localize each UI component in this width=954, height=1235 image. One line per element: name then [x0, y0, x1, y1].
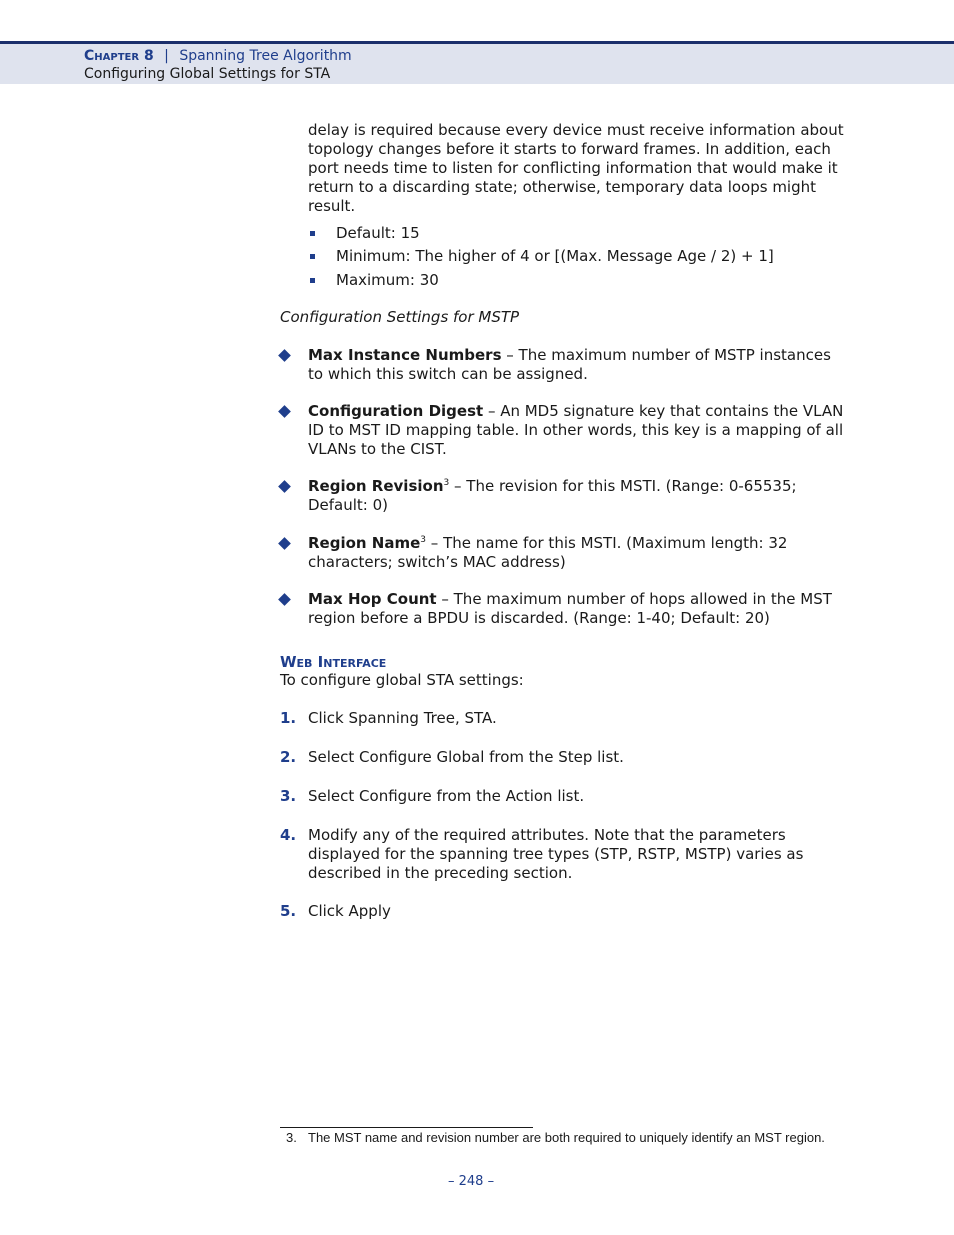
chapter-label: Chapter 8: [84, 48, 154, 64]
step-number: 2.: [280, 748, 297, 766]
step-text: displayed for the spanning tree types (STP, RSTP, MSTP) varies as: [308, 845, 804, 863]
web-interface-heading: Web Interface: [280, 653, 387, 671]
footnote-ref: 3: [443, 478, 450, 488]
text-line: region before a BPDU is discarded. (Range: 1-40; Default: 20): [308, 609, 770, 627]
text-line: ID to MST ID mapping table. In other words, this key is a mapping of all: [308, 421, 844, 439]
mstp-subheading: Configuration Settings for MSTP: [280, 308, 520, 326]
list-item: [308, 590, 832, 609]
diamond-bullet-icon: [278, 537, 291, 550]
square-bullet-icon: [310, 254, 315, 259]
footnote-number: 3.: [286, 1130, 297, 1145]
page-number: – 248 –: [448, 1174, 495, 1189]
diamond-bullet-icon: [278, 593, 291, 606]
step-text: Modify any of the required attributes. Note that the parameters: [308, 826, 786, 844]
chapter-title: Spanning Tree Algorithm: [179, 48, 352, 64]
step-text: Select Configure from the Action list.: [308, 787, 585, 805]
text-line: result.: [308, 197, 356, 215]
step-text: Click Apply: [308, 902, 391, 920]
description: – The maximum number of MSTP instances: [501, 346, 831, 364]
step-text: Click Spanning Tree, STA.: [308, 709, 497, 727]
footnote-ref: 3: [420, 535, 427, 545]
web-interface-intro: To configure global STA settings:: [280, 671, 524, 689]
description: – An MD5 signature key that contains the VLAN: [483, 402, 844, 420]
diamond-bullet-icon: [278, 480, 291, 493]
list-item: [308, 402, 843, 421]
term: Max Instance Numbers: [308, 346, 502, 364]
list-item: Minimum: The higher of 4 or [(Max. Message Age / 2) + 1]: [336, 247, 774, 265]
text-line: to which this switch can be assigned.: [308, 365, 588, 383]
description: – The name for this MSTI. (Maximum length: 32: [426, 534, 788, 552]
square-bullet-icon: [310, 231, 315, 236]
text-line: return to a discarding state; otherwise, temporary data loops might: [308, 178, 817, 196]
term: Max Hop Count: [308, 590, 437, 608]
term: Configuration Digest: [308, 402, 484, 420]
header-chapter-line: [84, 48, 352, 64]
list-item: [308, 477, 797, 496]
footnote-divider: [280, 1127, 533, 1128]
step-number: 3.: [280, 787, 297, 805]
running-header: [0, 41, 954, 84]
step-number: 4.: [280, 826, 297, 844]
text-line: characters; switch’s MAC address): [308, 553, 566, 571]
step-text: Select Configure Global from the Step list.: [308, 748, 624, 766]
step-number: 1.: [280, 709, 297, 727]
step-number: 5.: [280, 902, 297, 920]
square-bullet-icon: [310, 278, 315, 283]
header-separator: |: [164, 48, 169, 64]
text-line: topology changes before it starts to forward frames. In addition, each: [308, 140, 831, 158]
term: Region Revision: [308, 477, 444, 495]
text-line: VLANs to the CIST.: [308, 440, 447, 458]
text-line: delay is required because every device must receive information about: [308, 121, 844, 139]
description: – The revision for this MSTI. (Range: 0-65535;: [449, 477, 797, 495]
text-line: Default: 0): [308, 496, 389, 514]
diamond-bullet-icon: [278, 405, 291, 418]
list-item: [308, 346, 831, 365]
list-item: Maximum: 30: [336, 271, 439, 289]
step-text: described in the preceding section.: [308, 864, 573, 882]
footnote-text: The MST name and revision number are both required to uniquely identify an MST region.: [308, 1130, 825, 1145]
list-item: [308, 534, 787, 553]
list-item: Default: 15: [336, 224, 420, 242]
text-line: port needs time to listen for conflicting information that would make it: [308, 159, 838, 177]
diamond-bullet-icon: [278, 349, 291, 362]
section-title: Configuring Global Settings for STA: [84, 66, 331, 82]
term: Region Name: [308, 534, 421, 552]
description: – The maximum number of hops allowed in the MST: [436, 590, 832, 608]
